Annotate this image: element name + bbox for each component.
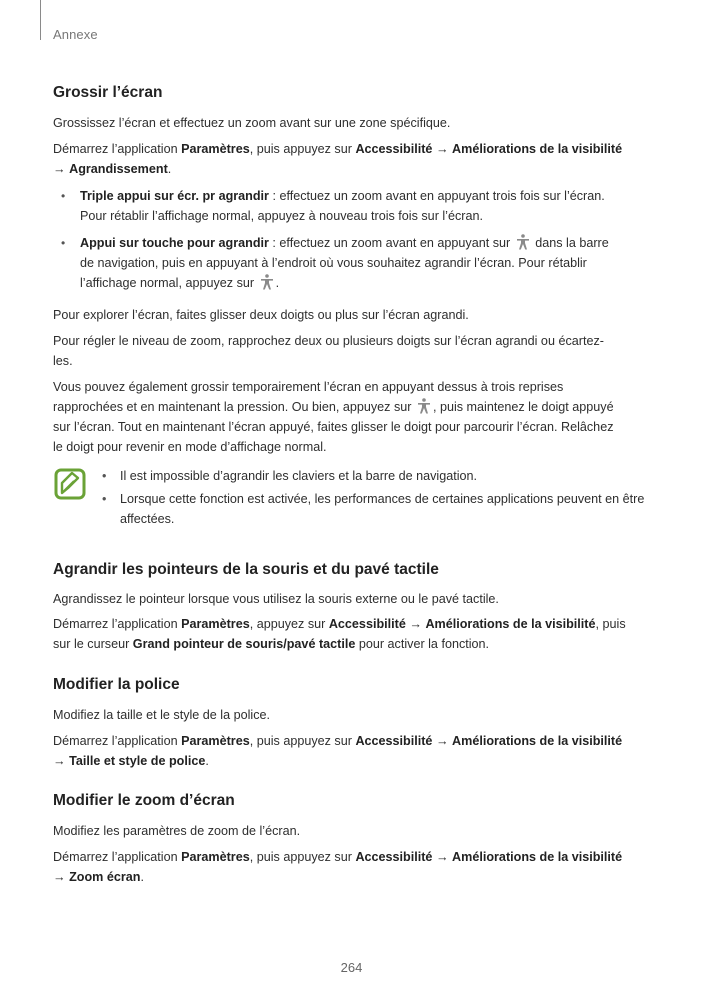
intro-police: [53, 705, 651, 725]
accessibility-person-icon: [516, 234, 530, 250]
arrow: →: [53, 754, 70, 768]
note-text: Lorsque cette fonction est activée, les performances de certaines applications peuvent en être affectées.: [120, 492, 645, 526]
path-mid: , appuyez sur: [249, 617, 329, 631]
option-label: Triple appui sur écr. pr agrandir: [80, 189, 269, 203]
option-text: de navigation, puis en appuyant à l’endroit où vous souhaitez agrandir l’écran. Pour rétablir: [80, 256, 587, 270]
option-triple-tap: [53, 186, 651, 226]
path-step1: Accessibilité: [355, 850, 433, 864]
option-text: : effectuez un zoom avant en appuyant trois fois sur l’écran.: [268, 189, 605, 203]
option-label: Appui sur touche pour agrandir: [80, 236, 269, 250]
para-temp-zoom: [53, 377, 651, 457]
path-app: Paramètres: [181, 850, 250, 864]
path-step2: Améliorations de la visibilité: [425, 617, 596, 631]
section-title-pointeurs: Agrandir les pointeurs de la souris et du pavé tactile: [53, 561, 439, 578]
path-police: [53, 731, 651, 771]
path-step2: Améliorations de la visibilité: [452, 142, 623, 156]
period: .: [140, 870, 144, 884]
accessibility-person-icon: [260, 274, 274, 290]
path-mid: , puis appuyez sur: [249, 142, 356, 156]
path-step2: Améliorations de la visibilité: [452, 734, 623, 748]
option-list: [53, 186, 651, 293]
paragraph-text: , puis maintenez le doigt appuyé: [432, 400, 614, 414]
path-step1: Accessibilité: [355, 734, 433, 748]
para-zoom-level: [53, 331, 651, 371]
path-prefix: Démarrez l’application: [53, 734, 182, 748]
path-step3: Zoom écran: [69, 870, 141, 884]
path-step3: Taille et style de police: [69, 754, 206, 768]
path-mid: , puis appuyez sur: [249, 850, 356, 864]
intro-text: Grossissez l’écran et effectuez un zoom avant sur une zone spécifique.: [53, 116, 451, 130]
arrow: →: [53, 870, 70, 884]
option-text: Pour rétablir l’affichage normal, appuyez à nouveau trois fois sur l’écran.: [80, 209, 483, 223]
bullet: •: [61, 236, 66, 250]
path-step3: Agrandissement: [69, 162, 168, 176]
path-end: pour activer la fonction.: [355, 637, 490, 651]
intro-text: Modifiez la taille et le style de la police.: [53, 708, 271, 722]
path-app: Paramètres: [181, 142, 250, 156]
note-list: [100, 466, 652, 532]
path-line-2: [53, 751, 651, 771]
path-step1: Accessibilité: [328, 617, 406, 631]
paragraph-text: Vous pouvez également grossir temporairement l’écran en appuyant dessus à trois reprises: [53, 380, 564, 394]
margin-rule: [40, 0, 41, 40]
paragraph-text: rapprochées et en maintenant la pression. Ou bien, appuyez sur: [53, 400, 415, 414]
paragraph-line: [53, 397, 651, 417]
path-step3: Grand pointeur de souris/pavé tactile: [132, 637, 356, 651]
intro-zoom-ecran: [53, 821, 651, 841]
path-prefix: Démarrez l’application: [53, 617, 182, 631]
intro-text: Modifiez les paramètres de zoom de l’écran.: [53, 824, 301, 838]
arrow: →: [432, 142, 453, 156]
path-line-1: [53, 139, 651, 159]
accessibility-person-icon: [417, 398, 431, 414]
bullet: •: [102, 469, 107, 483]
path-prefix: sur le curseur: [53, 637, 133, 651]
path-app: Paramètres: [181, 734, 250, 748]
path-mid: , puis appuyez sur: [249, 734, 356, 748]
path-app: Paramètres: [181, 617, 250, 631]
intro-pointeurs: [53, 589, 651, 609]
option-text: l’affichage normal, appuyez sur: [80, 276, 258, 290]
path-line-1: [53, 614, 651, 634]
path-line-2: [53, 867, 651, 887]
path-line-1: [53, 731, 651, 751]
path-prefix: Démarrez l’application: [53, 850, 182, 864]
section-header: Annexe: [53, 27, 98, 42]
note-item: [100, 466, 652, 486]
path-zoom-ecran: [53, 847, 651, 887]
arrow: →: [432, 734, 453, 748]
bullet: •: [61, 189, 66, 203]
option-text: dans la barre: [531, 236, 609, 250]
path-line-1: [53, 847, 651, 867]
note-text: Il est impossible d’agrandir les claviers et la barre de navigation.: [120, 469, 478, 483]
section-title-police: Modifier la police: [53, 676, 180, 693]
path-line-2: [53, 159, 651, 179]
intro-grossir: [53, 113, 651, 133]
note-pencil-icon: [54, 468, 86, 500]
option-button-tap: [53, 233, 651, 293]
note-item: [100, 489, 652, 529]
path-after: , puis: [595, 617, 626, 631]
path-line-2: [53, 634, 651, 654]
path-prefix: Démarrez l’application: [53, 142, 182, 156]
paragraph-text: Pour explorer l’écran, faites glisser deux doigts ou plus sur l’écran agrandi.: [53, 308, 469, 322]
intro-text: Agrandissez le pointeur lorsque vous utilisez la souris externe ou le pavé tactile.: [53, 592, 499, 606]
period: .: [275, 276, 280, 290]
paragraph-text: le doigt pour revenir en mode d’affichage normal.: [53, 440, 327, 454]
path-grossir: [53, 139, 651, 179]
arrow: →: [53, 162, 70, 176]
path-step1: Accessibilité: [355, 142, 433, 156]
paragraph-text: les.: [53, 354, 73, 368]
period: .: [205, 754, 209, 768]
option-text: : effectuez un zoom avant en appuyant sur: [268, 236, 514, 250]
paragraph-text: Pour régler le niveau de zoom, rapprochez deux ou plusieurs doigts sur l’écran agrandi ou écartez-: [53, 334, 604, 348]
period: .: [167, 162, 172, 176]
page-number: 264: [340, 960, 363, 975]
paragraph-text: sur l’écran. Tout en maintenant l’écran appuyé, faites glisser le doigt pour parcourir l’écran. Relâchez: [53, 420, 614, 434]
para-explore: [53, 305, 651, 325]
section-title-zoom-ecran: Modifier le zoom d’écran: [53, 792, 235, 809]
section-title-grossir: Grossir l’écran: [53, 84, 163, 101]
path-pointeurs: [53, 614, 651, 654]
arrow: →: [432, 850, 453, 864]
bullet: •: [102, 492, 107, 506]
path-step2: Améliorations de la visibilité: [452, 850, 623, 864]
arrow: →: [405, 617, 426, 631]
